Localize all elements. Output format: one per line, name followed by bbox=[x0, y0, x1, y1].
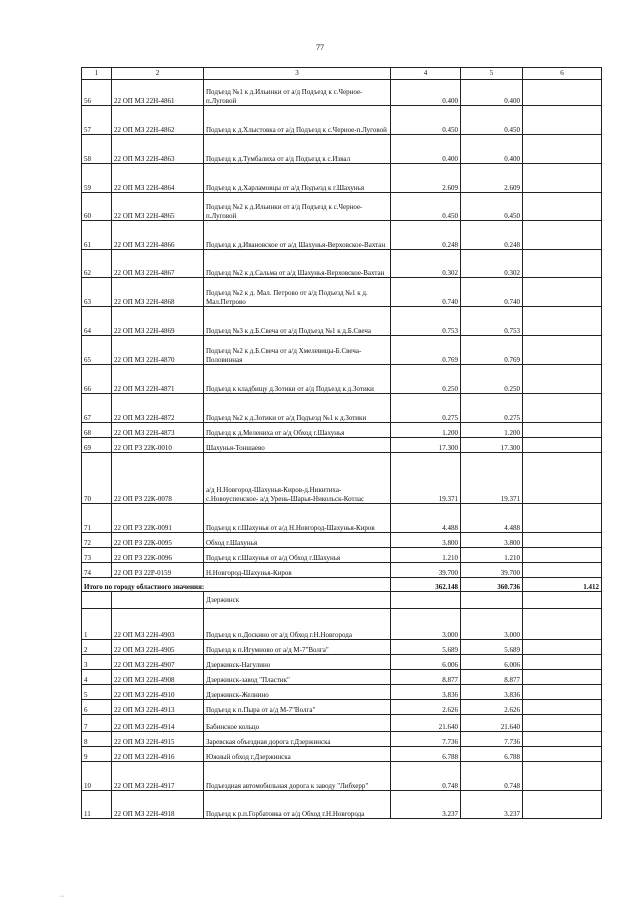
value-col4-cell: 3.800 bbox=[391, 533, 461, 548]
roads-table bbox=[81, 67, 602, 819]
row-number-cell: 8 bbox=[82, 732, 112, 747]
row-number-cell: 4 bbox=[82, 670, 112, 685]
road-name-cell: Подъезд №1 к д.Ильинки от а/д Подъезд к с.Черное-п.Луговой bbox=[204, 80, 391, 106]
value-col4-cell: 3.836 bbox=[391, 685, 461, 700]
value-col4-cell: 0.400 bbox=[391, 135, 461, 164]
row-number-cell: 65 bbox=[82, 336, 112, 365]
value-col6-cell bbox=[523, 655, 602, 670]
road-name-cell: Подъезд №2 к д.Зотики от а/д Подъезд №1 к д.Зотики bbox=[204, 394, 391, 423]
value-col6-cell bbox=[523, 278, 602, 307]
row-number-cell: 73 bbox=[82, 548, 112, 563]
table-row bbox=[82, 747, 602, 762]
value-col5-cell: 0.748 bbox=[461, 762, 523, 791]
value-col5-cell: 3.000 bbox=[461, 609, 523, 640]
table-row bbox=[82, 548, 602, 563]
value-col6-cell bbox=[523, 762, 602, 791]
value-col5-cell: 6.788 bbox=[461, 747, 523, 762]
road-name-cell: Подъезд к г.Шахунья от а/д Обход г.Шахунья bbox=[204, 548, 391, 563]
road-code-cell: 22 ОП МЗ 22Н-4865 bbox=[112, 193, 204, 221]
value-col4-cell: 3.237 bbox=[391, 791, 461, 819]
road-name-cell: Обход г.Шахунья bbox=[204, 533, 391, 548]
value-col6-cell bbox=[523, 609, 602, 640]
row-number-cell: 62 bbox=[82, 250, 112, 278]
header-cell: 4 bbox=[391, 68, 461, 80]
header-cell: 1 bbox=[82, 68, 112, 80]
header-cell: 6 bbox=[523, 68, 602, 80]
value-col5-cell: 6.006 bbox=[461, 655, 523, 670]
road-code-cell: 22 ОП МЗ 22Н-4871 bbox=[112, 365, 204, 394]
value-col6-cell bbox=[523, 221, 602, 250]
row-number-cell: 61 bbox=[82, 221, 112, 250]
road-code-cell: 22 ОП МЗ 22Н-4868 bbox=[112, 278, 204, 307]
road-code-cell: 22 ОП МЗ 22Н-4918 bbox=[112, 791, 204, 819]
total-col4: 362.148 bbox=[391, 578, 461, 592]
row-number-cell: 5 bbox=[82, 685, 112, 700]
value-col6-cell bbox=[523, 438, 602, 453]
table-row bbox=[82, 307, 602, 336]
road-code-cell: 22 ОП МЗ 22Н-4907 bbox=[112, 655, 204, 670]
table-row bbox=[82, 193, 602, 221]
road-code-cell: 22 ОП МЗ 22Н-4867 bbox=[112, 250, 204, 278]
table-row bbox=[82, 700, 602, 715]
road-name-cell: Дзержинск-Желнино bbox=[204, 685, 391, 700]
road-code-cell: 22 ОП МЗ 22Н-4908 bbox=[112, 670, 204, 685]
value-col6-cell bbox=[523, 732, 602, 747]
road-name-cell: Подъезд к кладбищу д.Зотики от а/д Подъезд к д.Зотики bbox=[204, 365, 391, 394]
value-col4-cell: 0.450 bbox=[391, 193, 461, 221]
value-col4-cell: 8.877 bbox=[391, 670, 461, 685]
row-number-cell: 57 bbox=[82, 106, 112, 135]
table-row bbox=[82, 563, 602, 578]
row-number-cell: 10 bbox=[82, 762, 112, 791]
row-number-cell: 63 bbox=[82, 278, 112, 307]
value-col6-cell bbox=[523, 685, 602, 700]
value-col5-cell: 0.740 bbox=[461, 278, 523, 307]
value-col4-cell: 2.609 bbox=[391, 164, 461, 193]
row-number-cell: 70 bbox=[82, 453, 112, 504]
row-number-cell: 59 bbox=[82, 164, 112, 193]
road-code-cell: 22 ОП МЗ 22Н-4863 bbox=[112, 135, 204, 164]
road-name-cell: Подъезд к д.Мелениха от а/д Обход г.Шахунья bbox=[204, 423, 391, 438]
table-row bbox=[82, 250, 602, 278]
road-name-cell: Шахунья-Тоншаево bbox=[204, 438, 391, 453]
value-col6-cell bbox=[523, 80, 602, 106]
road-name-cell: Дзержинск-Нагулино bbox=[204, 655, 391, 670]
road-code-cell: 22 ОП МЗ 22Н-4870 bbox=[112, 336, 204, 365]
value-col4-cell: 0.769 bbox=[391, 336, 461, 365]
value-col5-cell: 0.450 bbox=[461, 193, 523, 221]
road-code-cell: 22 ОП МЗ 22Н-4910 bbox=[112, 685, 204, 700]
value-col6-cell bbox=[523, 548, 602, 563]
value-col6-cell bbox=[523, 747, 602, 762]
road-name-cell: Подъезд №2 к д.Сальма от а/д Шахунья-Верховское-Вахтан bbox=[204, 250, 391, 278]
value-col4-cell: 0.302 bbox=[391, 250, 461, 278]
road-name-cell: Подъезд №2 к д.Б.Свеча от а/д Хмелевицы-Б.Свеча-Половинная bbox=[204, 336, 391, 365]
value-col5-cell: 2.626 bbox=[461, 700, 523, 715]
value-col5-cell: 1.200 bbox=[461, 423, 523, 438]
value-col5-cell: 7.736 bbox=[461, 732, 523, 747]
table-row bbox=[82, 336, 602, 365]
value-col5-cell: 0.400 bbox=[461, 80, 523, 106]
row-number-cell: 56 bbox=[82, 80, 112, 106]
row-number-cell: 6 bbox=[82, 700, 112, 715]
value-col5-cell: 0.450 bbox=[461, 106, 523, 135]
road-code-cell: 22 ОП РЗ 22К-0010 bbox=[112, 438, 204, 453]
value-col6-cell bbox=[523, 423, 602, 438]
value-col5-cell: 0.769 bbox=[461, 336, 523, 365]
row-number-cell: 3 bbox=[82, 655, 112, 670]
total-row bbox=[82, 578, 602, 592]
row-number-cell: 74 bbox=[82, 563, 112, 578]
road-name-cell: Бабинское кольцо bbox=[204, 715, 391, 732]
value-col6-cell bbox=[523, 365, 602, 394]
value-col6-cell bbox=[523, 700, 602, 715]
value-col5-cell: 3.800 bbox=[461, 533, 523, 548]
value-col6-cell bbox=[523, 106, 602, 135]
road-name-cell: Подъезд к д.Хлыстовка от а/д Подъезд к с.Черное-п.Луговой bbox=[204, 106, 391, 135]
road-code-cell: 22 ОП МЗ 22Н-4861 bbox=[112, 80, 204, 106]
road-code-cell: 22 ОП МЗ 22Н-4913 bbox=[112, 700, 204, 715]
row-number-cell: 71 bbox=[82, 504, 112, 533]
table-row bbox=[82, 80, 602, 106]
road-name-cell: Подъездная автомобильная дорога к заводу "Либхерр" bbox=[204, 762, 391, 791]
road-name-cell: Южный обход г.Дзержинска bbox=[204, 747, 391, 762]
value-col4-cell: 4.488 bbox=[391, 504, 461, 533]
value-col4-cell: 0.248 bbox=[391, 221, 461, 250]
value-col6-cell bbox=[523, 135, 602, 164]
value-col6-cell bbox=[523, 394, 602, 423]
road-code-cell: 22 ОП МЗ 22Н-4866 bbox=[112, 221, 204, 250]
table-row bbox=[82, 504, 602, 533]
value-col6-cell bbox=[523, 640, 602, 655]
table-row bbox=[82, 640, 602, 655]
road-code-cell: 22 ОП РЗ 22К-0091 bbox=[112, 504, 204, 533]
table-row bbox=[82, 106, 602, 135]
road-name-cell: Подъезд №2 к д.Ильинки от а/д Подъезд к с.Черное-п.Луговой bbox=[204, 193, 391, 221]
value-col5-cell: 0.248 bbox=[461, 221, 523, 250]
value-col5-cell: 3.237 bbox=[461, 791, 523, 819]
table-row bbox=[82, 438, 602, 453]
value-col5-cell: 4.488 bbox=[461, 504, 523, 533]
total-col5: 360.736 bbox=[461, 578, 523, 592]
value-col5-cell: 2.609 bbox=[461, 164, 523, 193]
value-col4-cell: 0.275 bbox=[391, 394, 461, 423]
table-row bbox=[82, 655, 602, 670]
table-row bbox=[82, 762, 602, 791]
road-name-cell: Подъезд №3 к д.Б.Свеча от а/д Подъезд №1 к д.Б.Свеча bbox=[204, 307, 391, 336]
value-col4-cell: 6.788 bbox=[391, 747, 461, 762]
value-col6-cell bbox=[523, 715, 602, 732]
table-row bbox=[82, 609, 602, 640]
value-col6-cell bbox=[523, 453, 602, 504]
table-row bbox=[82, 164, 602, 193]
value-col6-cell bbox=[523, 563, 602, 578]
table-row bbox=[82, 685, 602, 700]
value-col4-cell: 21.640 bbox=[391, 715, 461, 732]
road-name-cell: Подъезд к г.Шахунья от а/д Н.Новгород-Шахунья-Киров bbox=[204, 504, 391, 533]
value-col4-cell: 0.250 bbox=[391, 365, 461, 394]
section-title: Дзержинск bbox=[204, 592, 391, 609]
road-code-cell: 22 ОП МЗ 22Н-4905 bbox=[112, 640, 204, 655]
value-col5-cell: 0.302 bbox=[461, 250, 523, 278]
value-col6-cell bbox=[523, 504, 602, 533]
road-name-cell: Н.Новгород-Шахунья-Киров bbox=[204, 563, 391, 578]
value-col6-cell bbox=[523, 791, 602, 819]
road-code-cell: 22 ОП РЗ 22К-0078 bbox=[112, 453, 204, 504]
road-code-cell: 22 ОП МЗ 22Н-4903 bbox=[112, 609, 204, 640]
road-code-cell: 22 ОП МЗ 22Н-4869 bbox=[112, 307, 204, 336]
value-col4-cell: 19.371 bbox=[391, 453, 461, 504]
value-col6-cell bbox=[523, 164, 602, 193]
value-col4-cell: 1.200 bbox=[391, 423, 461, 438]
table-row bbox=[82, 533, 602, 548]
road-name-cell: а/д Н.Новгород-Шахунья-Киров-д.Никитиха-с.Новоуспенское- а/д Урень-Шарья-Никольск-Котлас bbox=[204, 453, 391, 504]
value-col4-cell: 2.626 bbox=[391, 700, 461, 715]
table-header-row bbox=[82, 68, 602, 80]
row-number-cell: 9 bbox=[82, 747, 112, 762]
table-row bbox=[82, 732, 602, 747]
section-row bbox=[82, 592, 602, 609]
scan-mark: ~ bbox=[60, 893, 64, 901]
total-label: Итого по городу областного значения: bbox=[82, 578, 391, 592]
row-number-cell: 69 bbox=[82, 438, 112, 453]
value-col5-cell: 17.300 bbox=[461, 438, 523, 453]
table-row bbox=[82, 670, 602, 685]
total-col6: 1.412 bbox=[523, 578, 602, 592]
row-number-cell: 64 bbox=[82, 307, 112, 336]
value-col5-cell: 0.275 bbox=[461, 394, 523, 423]
value-col6-cell bbox=[523, 193, 602, 221]
road-name-cell: Заревская объездная дорога г.Дзержинска bbox=[204, 732, 391, 747]
value-col4-cell: 17.300 bbox=[391, 438, 461, 453]
value-col5-cell: 21.640 bbox=[461, 715, 523, 732]
road-name-cell: Подъезд к п.Игумново от а/д М-7"Волга" bbox=[204, 640, 391, 655]
road-code-cell: 22 ОП МЗ 22Н-4872 bbox=[112, 394, 204, 423]
value-col4-cell: 0.748 bbox=[391, 762, 461, 791]
table-row bbox=[82, 278, 602, 307]
table-row bbox=[82, 394, 602, 423]
row-number-cell: 7 bbox=[82, 715, 112, 732]
value-col5-cell: 8.877 bbox=[461, 670, 523, 685]
header-cell: 2 bbox=[112, 68, 204, 80]
road-name-cell: Подъезд №2 к д. Мал. Петрово от а/д Подъезд №1 к д. Мал.Петрово bbox=[204, 278, 391, 307]
row-number-cell: 11 bbox=[82, 791, 112, 819]
value-col4-cell: 39.700 bbox=[391, 563, 461, 578]
road-name-cell: Подъезд к п.Доскино от а/д Обход г.Н.Новгорода bbox=[204, 609, 391, 640]
road-name-cell: Подъезд к д.Ивановское от а/д Шахунья-Верховское-Вахтан bbox=[204, 221, 391, 250]
value-col6-cell bbox=[523, 670, 602, 685]
road-code-cell: 22 ОП РЗ 22К-0096 bbox=[112, 548, 204, 563]
road-code-cell: 22 ОП МЗ 22Н-4916 bbox=[112, 747, 204, 762]
value-col6-cell bbox=[523, 250, 602, 278]
table-row bbox=[82, 135, 602, 164]
value-col4-cell: 0.753 bbox=[391, 307, 461, 336]
road-code-cell: 22 ОП МЗ 22Н-4915 bbox=[112, 732, 204, 747]
value-col5-cell: 0.400 bbox=[461, 135, 523, 164]
table-row bbox=[82, 791, 602, 819]
row-number-cell: 67 bbox=[82, 394, 112, 423]
value-col5-cell: 5.689 bbox=[461, 640, 523, 655]
row-number-cell: 1 bbox=[82, 609, 112, 640]
value-col4-cell: 1.210 bbox=[391, 548, 461, 563]
row-number-cell: 66 bbox=[82, 365, 112, 394]
value-col6-cell bbox=[523, 533, 602, 548]
header-cell: 3 bbox=[204, 68, 391, 80]
value-col5-cell: 39.700 bbox=[461, 563, 523, 578]
table-row bbox=[82, 715, 602, 732]
value-col4-cell: 6.006 bbox=[391, 655, 461, 670]
value-col6-cell bbox=[523, 307, 602, 336]
value-col5-cell: 1.210 bbox=[461, 548, 523, 563]
value-col6-cell bbox=[523, 336, 602, 365]
row-number-cell: 68 bbox=[82, 423, 112, 438]
road-code-cell: 22 ОП РЗ 22Р-0159 bbox=[112, 563, 204, 578]
value-col4-cell: 0.400 bbox=[391, 80, 461, 106]
road-name-cell: Подъезд к д.Харламовцы от а/д Подъезд к г.Шахунья bbox=[204, 164, 391, 193]
road-code-cell: 22 ОП МЗ 22Н-4917 bbox=[112, 762, 204, 791]
road-name-cell: Дзержинск-завод "Пластик" bbox=[204, 670, 391, 685]
table-row bbox=[82, 453, 602, 504]
row-number-cell: 58 bbox=[82, 135, 112, 164]
value-col4-cell: 5.689 bbox=[391, 640, 461, 655]
header-cell: 5 bbox=[461, 68, 523, 80]
page-number: 77 bbox=[316, 43, 324, 52]
table-row bbox=[82, 423, 602, 438]
road-name-cell: Подъезд к д.Тумбалиха от а/д Подъезд к с.Извал bbox=[204, 135, 391, 164]
road-code-cell: 22 ОП МЗ 22Н-4864 bbox=[112, 164, 204, 193]
value-col4-cell: 0.740 bbox=[391, 278, 461, 307]
value-col5-cell: 19.371 bbox=[461, 453, 523, 504]
road-code-cell: 22 ОП МЗ 22Н-4862 bbox=[112, 106, 204, 135]
value-col5-cell: 0.250 bbox=[461, 365, 523, 394]
table-row bbox=[82, 365, 602, 394]
row-number-cell: 60 bbox=[82, 193, 112, 221]
row-number-cell: 72 bbox=[82, 533, 112, 548]
value-col5-cell: 3.836 bbox=[461, 685, 523, 700]
value-col4-cell: 0.450 bbox=[391, 106, 461, 135]
road-code-cell: 22 ОП МЗ 22Н-4873 bbox=[112, 423, 204, 438]
row-number-cell: 2 bbox=[82, 640, 112, 655]
value-col4-cell: 7.736 bbox=[391, 732, 461, 747]
road-name-cell: Подъезд к р.п.Горбатовка от а/д Обход г.Н.Новгорода bbox=[204, 791, 391, 819]
road-name-cell: Подъезд к п.Пыра от а/д М-7"Волга" bbox=[204, 700, 391, 715]
road-code-cell: 22 ОП МЗ 22Н-4914 bbox=[112, 715, 204, 732]
road-code-cell: 22 ОП РЗ 22К-0095 bbox=[112, 533, 204, 548]
table-row bbox=[82, 221, 602, 250]
value-col5-cell: 0.753 bbox=[461, 307, 523, 336]
value-col4-cell: 3.000 bbox=[391, 609, 461, 640]
